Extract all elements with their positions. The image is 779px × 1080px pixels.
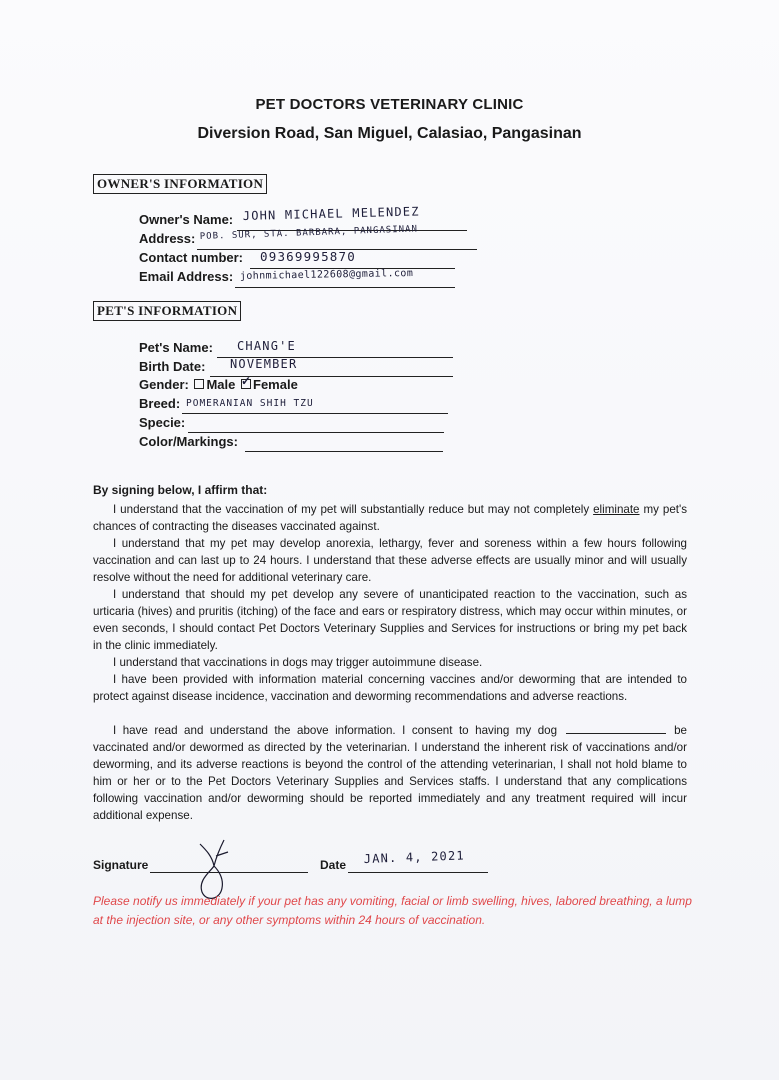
breed-label: Breed: xyxy=(139,396,181,411)
specie-label: Specie: xyxy=(139,415,186,430)
pet-section-title: PET'S INFORMATION xyxy=(93,301,241,321)
p6-text-end: be vaccinated and/or dewormed as directed by the veterinarian. I understand the inherent risk of vaccinations and/or deworming, and its adverse reactions is beyond the control of the attending veterinarian, I shall not hold blame to him or her or to the Pet Doctors Veterinary Supplies and Services staffs. I understand that any complications following vaccination and/or deworming should be reported immediately and any treatment required will incur additional expense. xyxy=(93,724,687,822)
gender-female-checkbox[interactable] xyxy=(241,374,252,389)
specie-line xyxy=(188,416,444,433)
dog-name-blank[interactable] xyxy=(566,723,666,734)
email-label: Email Address: xyxy=(139,269,234,284)
date-label: Date xyxy=(320,858,347,872)
consent-paragraph-1 xyxy=(93,501,687,535)
breed-value xyxy=(186,395,314,409)
color-markings-line xyxy=(245,435,443,452)
p1-text: I understand that the vaccination of my pet will substantially reduce but may not completely xyxy=(113,503,594,516)
check-mark-icon: ✓ xyxy=(241,374,252,388)
consent-paragraph-3: I understand that should my pet develop any severe of unanticipated reaction to the vaccination, such as urticaria (hives) and pruritis (itching) of the face and ears or respiratory distress, which may occur within minutes, or even seconds, I should contact Pet Doctors Veterinary Supplies and Services for instructions or bring my pet back in the clinic immediately. xyxy=(93,588,687,652)
date-line[interactable] xyxy=(348,872,488,873)
consent-paragraph-6 xyxy=(93,722,687,824)
p1-text-end: my pet's chances of contracting the diseases vaccinated against. xyxy=(93,503,687,533)
pet-name-value: CHANG'E xyxy=(237,339,296,353)
owner-section-title: OWNER'S INFORMATION xyxy=(93,174,267,194)
contact-number-label: Contact number: xyxy=(139,250,243,265)
gender-male-checkbox[interactable] xyxy=(194,379,204,389)
notice-text: Please notify us immediately if your pet has any vomiting, facial or limb swelling, hives, labored breathing, a lump at the injection site, or any other symptoms within 24 hours of vaccination. xyxy=(93,894,692,927)
email-value: johnmichael122608@gmail.com xyxy=(239,267,414,282)
breed-value: POMERANIAN SHIH TZU xyxy=(186,398,314,409)
signature-label: Signature xyxy=(93,858,149,872)
owner-address-value: POB. SUR, STA. BARBARA, PANGASINAN xyxy=(199,224,419,242)
owner-name-label: Owner's Name: xyxy=(139,212,234,227)
p1-underlined: eliminate xyxy=(593,503,640,516)
birth-date-label: Birth Date: xyxy=(139,359,206,374)
birth-date-value: NOVEMBER xyxy=(230,357,298,371)
gender-row xyxy=(139,374,298,392)
clinic-address: Diversion Road, San Miguel, Calasiao, Pangasinan xyxy=(197,125,582,142)
pet-name-label: Pet's Name: xyxy=(139,340,213,355)
consent-paragraph-2: I understand that my pet may develop anorexia, lethargy, fever and soreness within a few hours following vaccination and can last up to 24 hours. I understand that these adverse effects are usually minor and will usually resolve without the need for additional veterinary care. xyxy=(93,537,687,584)
date-value: JAN. 4, 2021 xyxy=(363,848,466,866)
gender-female-label: Female xyxy=(253,377,298,392)
owner-address-label: Address: xyxy=(139,231,196,246)
gender-male-label: Male xyxy=(206,377,236,392)
owner-name-value: JOHN MICHAEL MELENDEZ xyxy=(242,204,420,223)
color-markings-label: Color/Markings: xyxy=(139,434,238,449)
clinic-name: PET DOCTORS VETERINARY CLINIC xyxy=(255,96,524,113)
affirm-heading: By signing below, I affirm that: xyxy=(93,483,268,497)
consent-paragraph-5: I have been provided with information material concerning vaccines and/or deworming that are intended to protect against disease incidence, vaccination and deworming recommendations and adverse reactions. xyxy=(93,673,687,703)
gender-label: Gender: xyxy=(139,377,189,392)
p6-text: I have read and understand the above information. I consent to having my dog xyxy=(113,724,558,737)
contact-number-value: 09369995870 xyxy=(260,249,356,264)
consent-paragraph-4: I understand that vaccinations in dogs may trigger autoimmune disease. xyxy=(113,656,483,669)
